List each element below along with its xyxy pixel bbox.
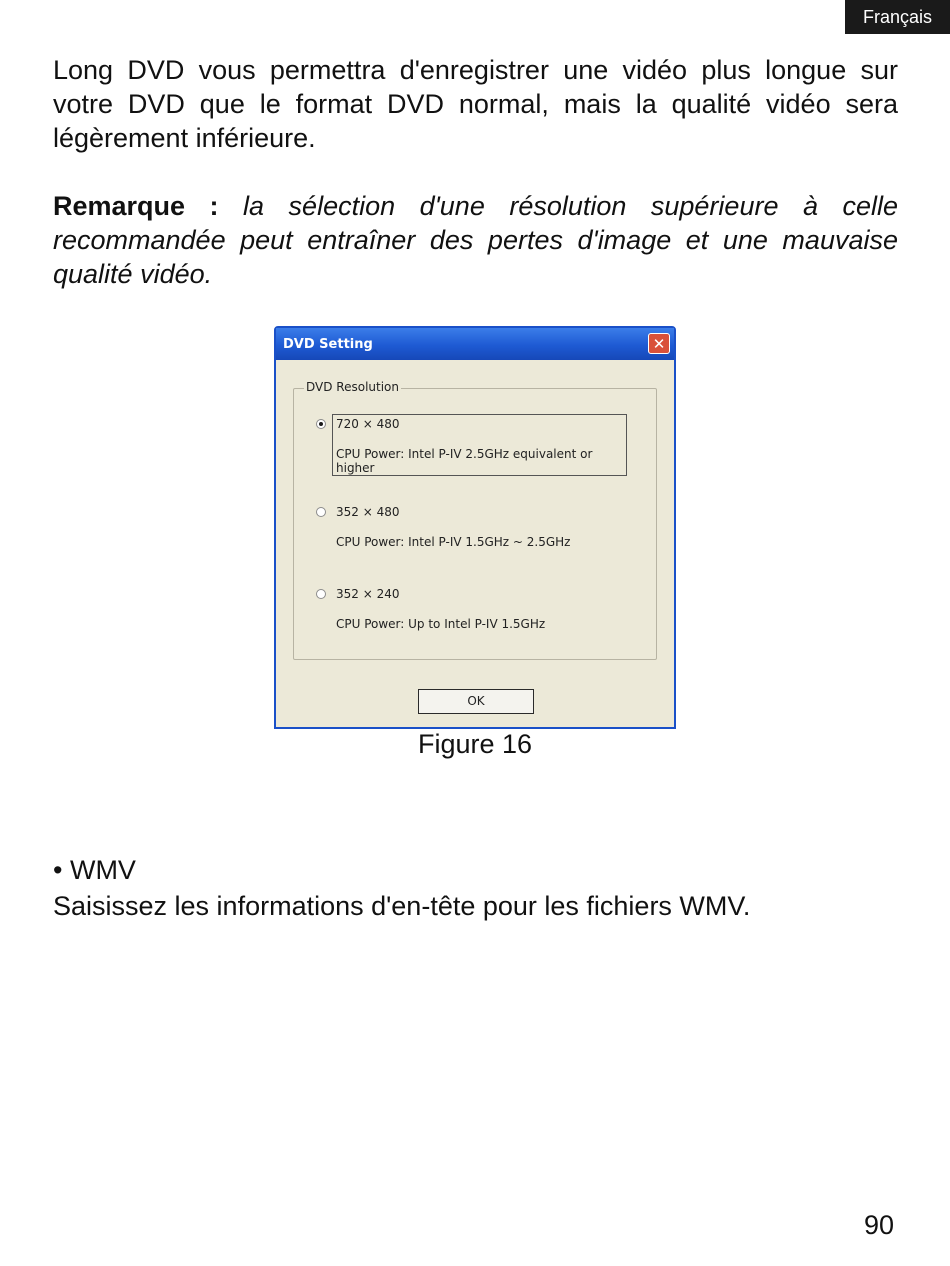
dialog-titlebar	[276, 328, 674, 360]
dvd-setting-dialog	[274, 326, 676, 729]
page-number: 90	[864, 1210, 895, 1240]
close-icon: ✕	[652, 335, 666, 353]
option-description: CPU Power: Intel P-IV 1.5GHz ~ 2.5GHz	[336, 535, 571, 549]
wmv-description: Saisissez les informations d'en-tête pour les fichiers WMV.	[53, 891, 751, 921]
close-button[interactable]	[648, 333, 670, 354]
group-label: DVD Resolution	[306, 380, 399, 394]
intro-paragraph: Long DVD vous permettra d'enregistrer une vidéo plus longue sur votre DVD que le format DVD normal, mais la qualité vidéo sera légèrement inférieure.	[53, 55, 898, 153]
dvd-resolution-group	[293, 380, 657, 660]
figure-caption: Figure 16	[417, 729, 533, 759]
radio-selected-icon[interactable]	[316, 419, 326, 429]
radio-icon[interactable]	[316, 507, 326, 517]
option-description: CPU Power: Up to Intel P-IV 1.5GHz	[336, 617, 546, 631]
option-label: 720 × 480	[336, 417, 400, 431]
note-paragraph	[53, 189, 898, 291]
option-label: 352 × 240	[336, 587, 400, 601]
dialog-title: DVD Setting	[283, 336, 373, 352]
radio-icon[interactable]	[316, 589, 326, 599]
wmv-bullet: • WMV	[53, 855, 136, 885]
note-label: Remarque :	[53, 191, 219, 221]
ok-button[interactable]: OK	[418, 689, 534, 714]
option-description: CPU Power: Intel P-IV 2.5GHz equivalent or higher	[336, 447, 593, 475]
language-tab: Français	[845, 0, 950, 34]
option-label: 352 × 480	[336, 505, 400, 519]
note-text: la sélection d'une résolution supérieure à celle recommandée peut entraîner des pertes d'image et une mauvaise qualité vidéo.	[53, 191, 898, 289]
